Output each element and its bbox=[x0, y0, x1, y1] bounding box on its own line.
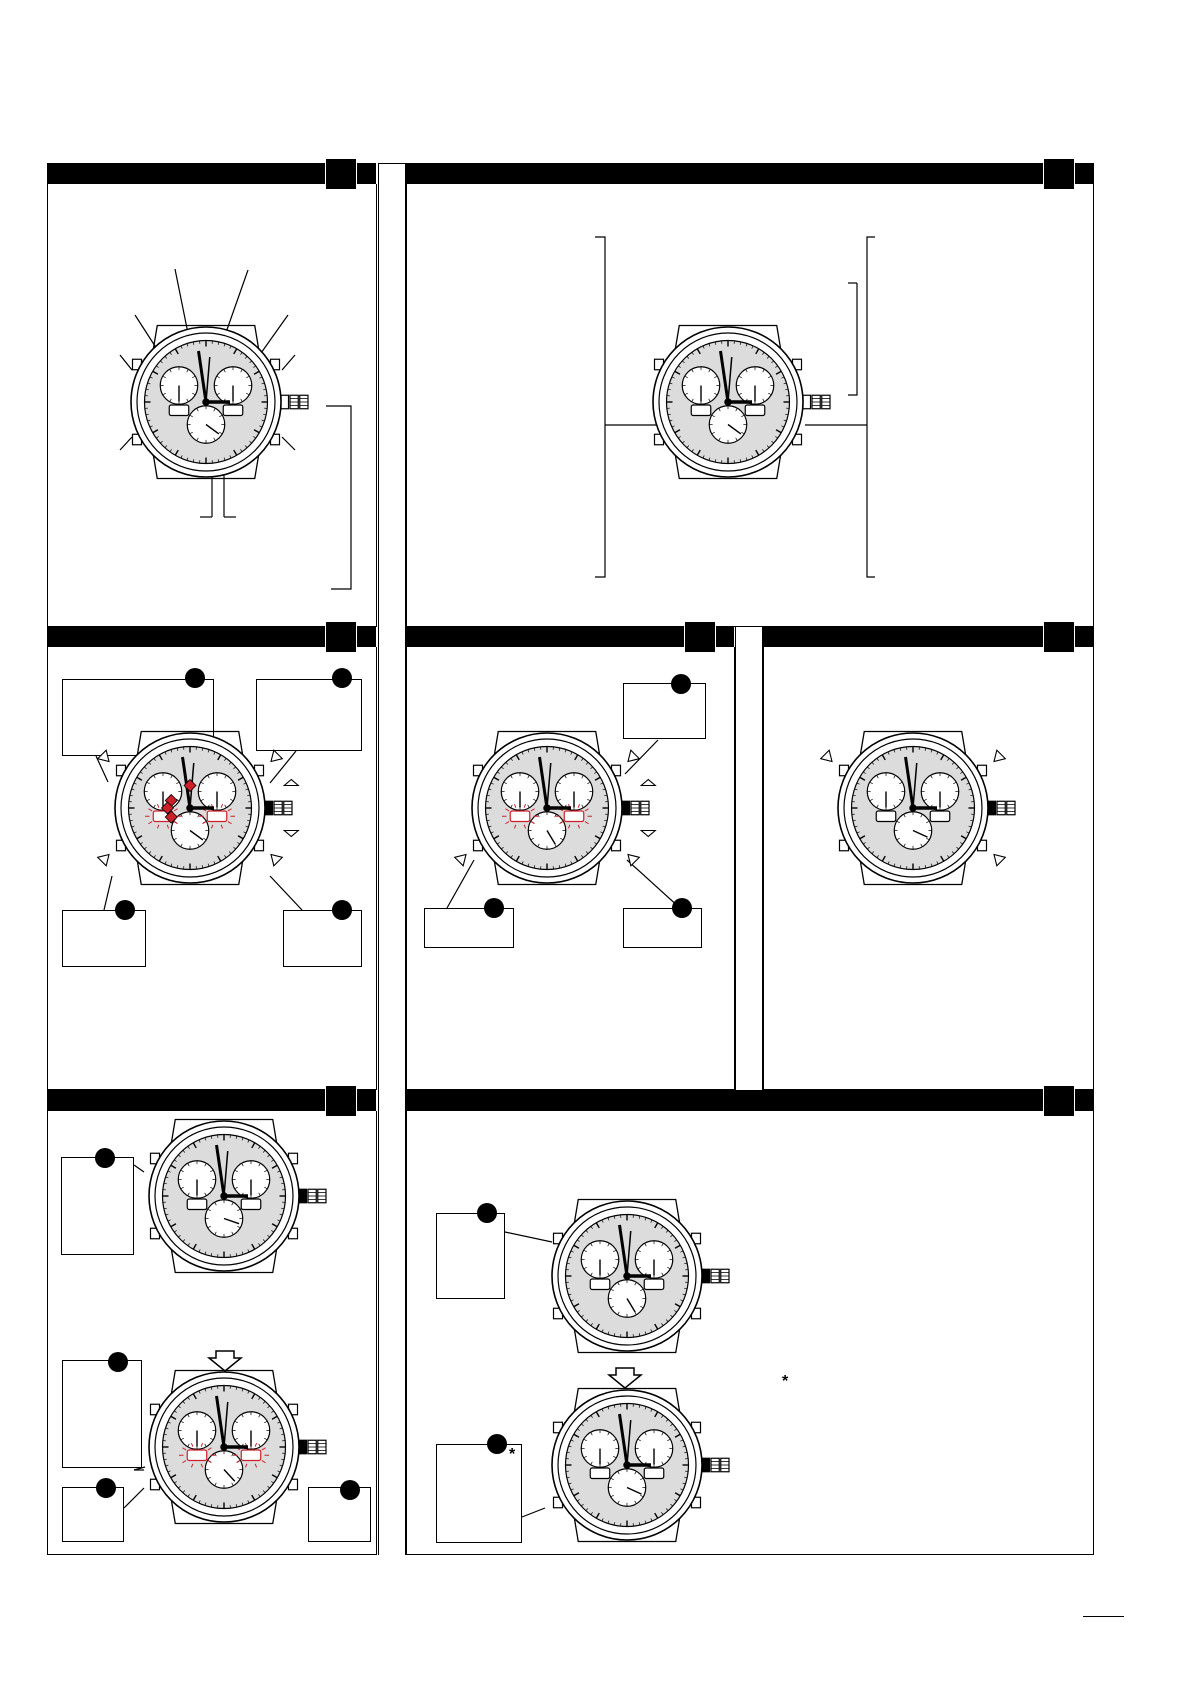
watch-icon-6 bbox=[89, 1061, 359, 1331]
watch-icon-7 bbox=[89, 1312, 359, 1582]
watch-icon-9 bbox=[492, 1330, 762, 1600]
watch-icon-4 bbox=[412, 673, 682, 943]
watch-icon-3 bbox=[55, 673, 325, 943]
footnote-marker-note: * bbox=[782, 1373, 789, 1390]
page-number-rule bbox=[1083, 1616, 1124, 1617]
watch-icon-1 bbox=[71, 267, 341, 537]
watch-icon-5 bbox=[778, 673, 1048, 943]
footnote-marker-callout: * bbox=[509, 1446, 516, 1463]
section-header-7 bbox=[406, 1090, 1094, 1111]
watch-icon-2 bbox=[593, 267, 863, 537]
